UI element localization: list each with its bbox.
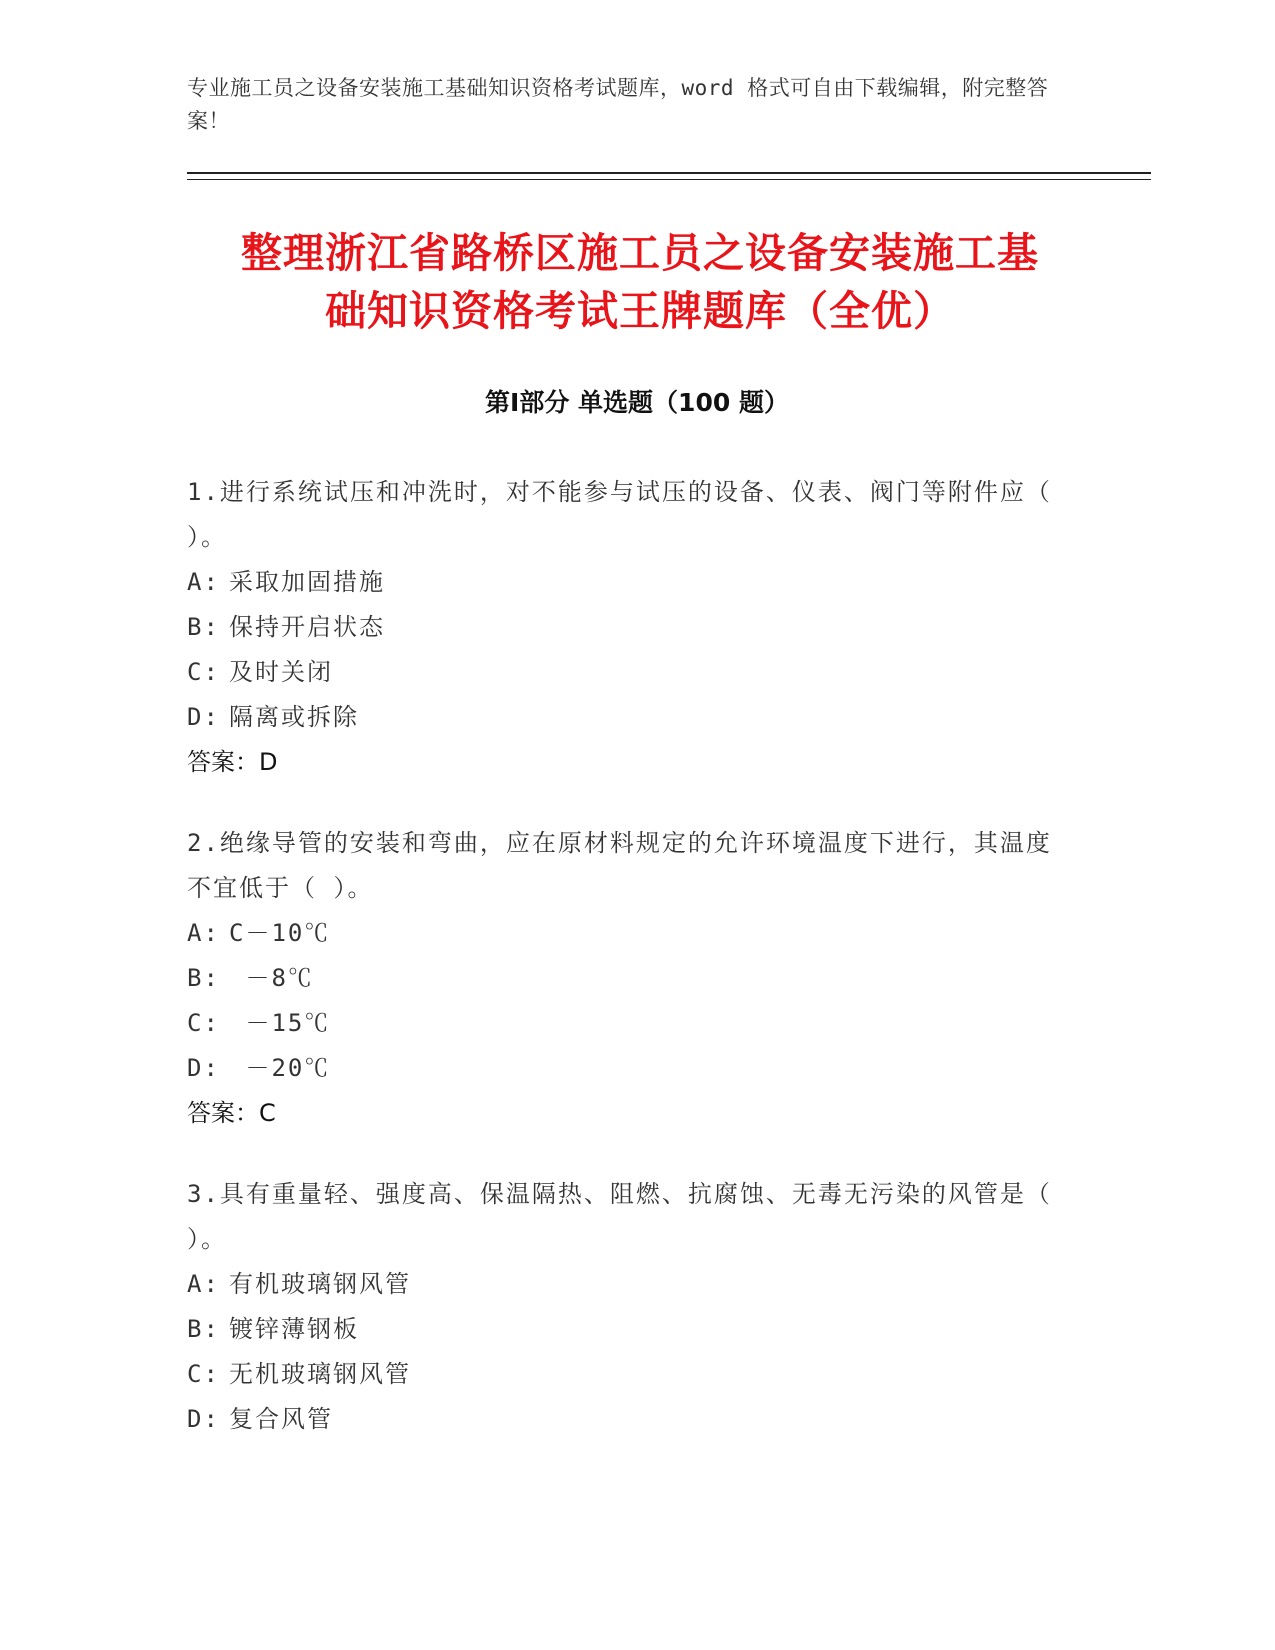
option-b xyxy=(187,605,1067,650)
option-a xyxy=(187,911,1067,956)
option-key: D: xyxy=(187,1405,220,1433)
option-text: －20℃ xyxy=(229,1054,331,1082)
option-key: B: xyxy=(187,964,220,992)
option-text: 采取加固措施 xyxy=(229,568,385,596)
option-text: 有机玻璃钢风管 xyxy=(229,1270,411,1298)
question-3 xyxy=(187,1172,1067,1442)
option-text: 保持开启状态 xyxy=(229,613,385,641)
option-b xyxy=(187,956,1067,1001)
answer-line: 答案：D xyxy=(187,748,278,776)
option-d xyxy=(187,695,1067,740)
option-key: B: xyxy=(187,1315,220,1343)
option-text: C－10℃ xyxy=(229,919,331,947)
option-b xyxy=(187,1307,1067,1352)
option-text: －15℃ xyxy=(229,1009,331,1037)
option-text: 无机玻璃钢风管 xyxy=(229,1360,411,1388)
answer-line: 答案：C xyxy=(187,1099,276,1127)
header-rule-thick xyxy=(187,172,1151,174)
header-note: 专业施工员之设备安装施工基础知识资格考试题库，word 格式可自由下载编辑，附完整答案！ xyxy=(187,76,1049,133)
question-2 xyxy=(187,821,1067,1136)
document-title xyxy=(190,224,1090,340)
option-text: －8℃ xyxy=(229,964,314,992)
option-key: D: xyxy=(187,703,220,731)
option-c xyxy=(187,1352,1067,1397)
document-title-line-1: 整理浙江省路桥区施工员之设备安装施工基 xyxy=(241,229,1039,277)
option-key: B: xyxy=(187,613,220,641)
question-list xyxy=(187,470,1067,1478)
option-key: C: xyxy=(187,658,220,686)
question-1 xyxy=(187,470,1067,785)
option-key: C: xyxy=(187,1360,220,1388)
header-rule-thin xyxy=(187,179,1151,180)
option-text: 复合风管 xyxy=(229,1405,333,1433)
option-a xyxy=(187,1262,1067,1307)
document-title-line-2: 础知识资格考试王牌题库（全优） xyxy=(325,287,955,335)
question-stem: 3.具有重量轻、强度高、保温隔热、阻燃、抗腐蚀、无毒无污染的风管是（ ）。 xyxy=(187,1180,1052,1253)
option-key: C: xyxy=(187,1009,220,1037)
option-text: 及时关闭 xyxy=(229,658,333,686)
section-title: 第Ⅰ部分 单选题（100 题） xyxy=(485,388,789,417)
question-stem: 2.绝缘导管的安装和弯曲，应在原材料规定的允许环境温度下进行，其温度不宜低于（ ）。 xyxy=(187,829,1052,902)
option-text: 隔离或拆除 xyxy=(229,703,359,731)
option-key: A: xyxy=(187,1270,220,1298)
question-stem: 1.进行系统试压和冲洗时，对不能参与试压的设备、仪表、阀门等附件应（ ）。 xyxy=(187,478,1052,551)
option-key: A: xyxy=(187,919,220,947)
option-c xyxy=(187,650,1067,695)
option-text: 镀锌薄钢板 xyxy=(229,1315,359,1343)
option-d xyxy=(187,1397,1067,1442)
option-key: A: xyxy=(187,568,220,596)
option-a xyxy=(187,560,1067,605)
option-key: D: xyxy=(187,1054,220,1082)
option-d xyxy=(187,1046,1067,1091)
option-c xyxy=(187,1001,1067,1046)
